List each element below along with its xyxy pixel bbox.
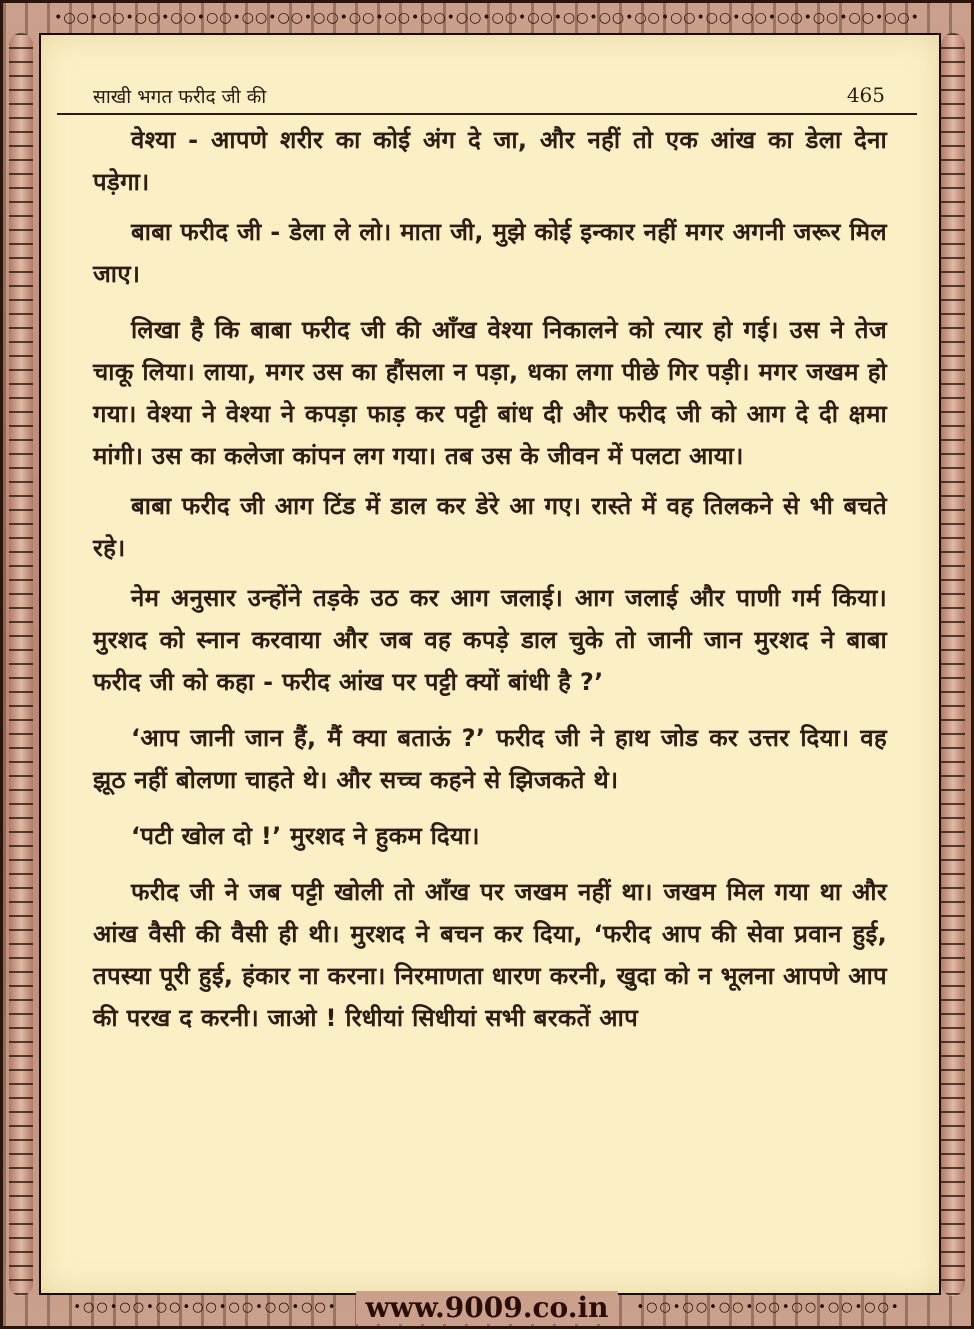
page-body [93,119,887,1039]
footer-ornament-left: •○○•○○•○○•○○•○○•○○•○○• [73,1299,338,1315]
paragraph: लिखा है कि बाबा फरीद जी की आँख वेश्या निकालने को त्यार हो गई। उस ने तेज चाकू लिया। लाया, मगर उस का हौंसला न पड़ा, धका लगा पीछे गिर पड़ी। मगर जखम हो गया। वेश्या ने वेश्या ने कपड़ा फाड़ कर पट्टी बांध दी और फरीद जी को आग दे दी क्षमा मांगी। उस का कलेजा कांपन लग गया। तब उस के जीवन में पलटा आया। [93,316,887,470]
frame-top-ornament: •○○•○○•○○•○○•○○•○○•○○•○○•○○•○○•○○•○○•○○•○○•○○•○○•○○•○○•○○•○○•○○•○○•○○•○○• [54,10,920,26]
paragraph: फरीद जी ने जब पट्टी खोली तो आँख पर जखम नहीं था। जखम मिल गया था और आंख वैसी की वैसी ही थी। मुरशद ने बचन कर दिया, ‘फरीद आप की सेवा प्रवान हुई, तपस्या पूरी हुई, हंकार ना करना। निरमाणता धारण करनी, खुदा को न भूलना आपणे आप की परख द करनी। जाओ ! रिधीयां सिधीयां सभी बरकतें आप [93,878,887,1032]
document-page [39,33,941,1295]
paragraph: ‘पटी खोल दो !’ मुरशद ने हुकम दिया। [131,822,480,850]
page-header [93,83,887,113]
header-rule [57,113,917,115]
website-link[interactable]: www.9009.co.in [356,1291,619,1324]
paragraph: ‘आप जानी जान हैं, मैं क्या बताऊं ?’ फरीद जी ने हाथ जोड कर उत्तर दिया। वह झूठ नहीं बोलणा चाहते थे। और सच्च कहने से झिजकते थे। [93,724,887,794]
paragraph: बाबा फरीद जी आग टिंड में डाल कर डेरे आ गए। रास्ते में वह तिलकने से भी बचते रहे। [93,492,887,562]
running-title: साखी भगत फरीद जी की [93,86,267,108]
page-number: 465 [846,83,885,107]
paragraph: वेश्या - आपणे शरीर का कोई अंग दे जा, और नहीं तो एक आंख का डेला देना पड़ेगा। [93,126,887,196]
footer-ornament-right: •○○•○○•○○•○○•○○•○○•○○• [636,1299,901,1315]
footer-bar [3,1288,971,1326]
frame-right-ornament [941,33,965,1296]
paragraph: बाबा फरीद जी - डेला ले लो। माता जी, मुझे कोई इन्कार नहीं मगर अगनी जरूर मिल जाए। [93,218,887,288]
frame-left-ornament [9,33,33,1296]
paragraph: नेम अनुसार उन्होंने तड़के उठ कर आग जलाई। आग जलाई और पाणी गर्म किया। मुरशद को स्नान करवाया और जब वह कपड़े डाल चुके तो जानी जान मुरशद ने बाबा फरीद जी को कहा - फरीद आंख पर पट्टी क्यों बांधी है ?’ [93,584,887,696]
